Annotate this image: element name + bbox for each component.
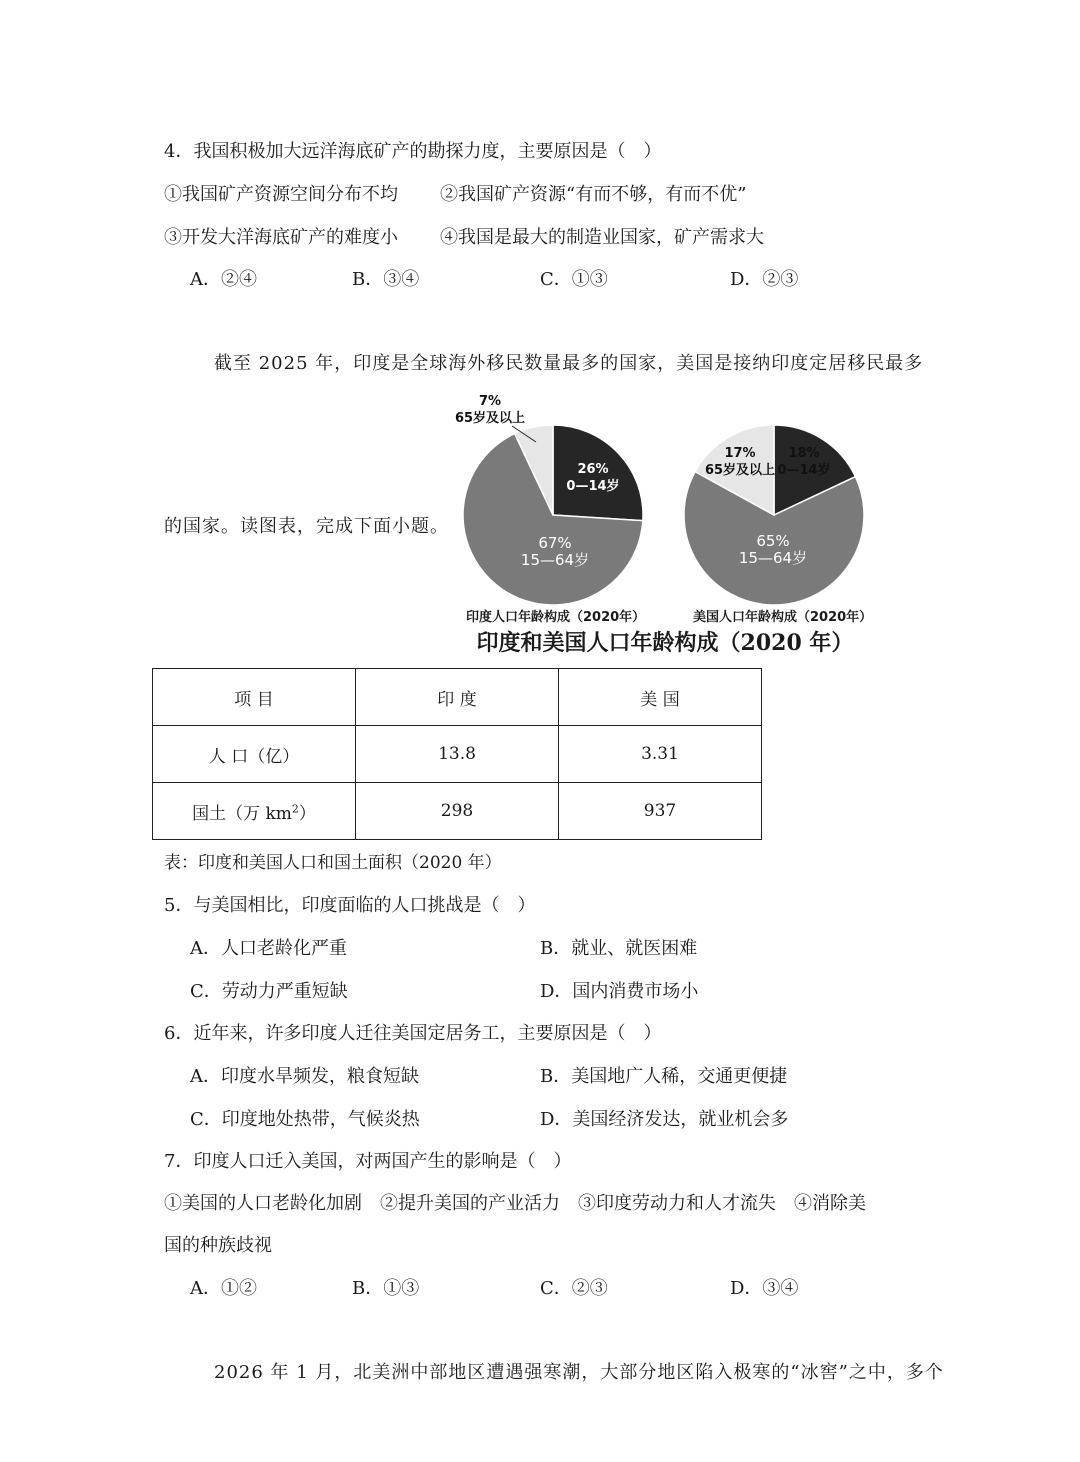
table-row	[153, 726, 762, 783]
area-label-text: 国土（万 km	[192, 803, 292, 824]
q6-option-d: D．美国经济发达，就业机会多	[540, 1109, 789, 1130]
q7-option-a: A．①②	[190, 1278, 257, 1299]
q7-statements-line-2: 国的种族歧视	[164, 1235, 272, 1256]
q5-stem: 5．与美国相比，印度面临的人口挑战是（ ）	[164, 895, 536, 916]
usa-label-pct-0: 18%	[788, 446, 820, 461]
figure-title: 印度和美国人口年龄构成（2020 年）	[476, 630, 854, 656]
table-row-label-area	[153, 783, 356, 840]
q6-option-a: A．印度水旱频发，粮食短缺	[190, 1066, 419, 1087]
passage-line-2: 的国家。读图表，完成下面小题。	[164, 516, 449, 537]
q6-option-b: B．美国地广人稀，交通更便捷	[540, 1066, 788, 1087]
usa-label-pct-1: 65%	[756, 532, 790, 550]
table-row-label-population: 人 口（亿）	[153, 726, 356, 783]
pie-charts	[440, 390, 880, 630]
pie-india	[455, 394, 643, 605]
q4-option-c: C．①③	[540, 269, 608, 290]
q6-option-c: C．印度地处热带，气候炎热	[190, 1109, 420, 1130]
q4-option-a: A．②④	[190, 269, 257, 290]
q4-option-b: B．③④	[352, 269, 420, 290]
area-label-sup: 2	[291, 801, 299, 815]
area-label-close: ）	[298, 803, 316, 824]
passage-line-1: 截至 2025 年，印度是全球海外移民数量最多的国家，美国是接纳印度定居移民最多	[214, 353, 924, 374]
table-caption: 表：印度和美国人口和国土面积（2020 年）	[164, 853, 502, 873]
table-cell-india-population: 13.8	[356, 726, 559, 783]
india-pie-caption: 印度人口年龄构成（2020年）	[466, 610, 646, 625]
q4-stem: 4．我国积极加大远洋海底矿产的勘探力度，主要原因是（ ）	[164, 141, 662, 162]
q7-statements-line-1: ①美国的人口老龄化加剧 ②提升美国的产业活力 ③印度劳动力和人才流失 ④消除美	[164, 1193, 866, 1214]
table-header-usa: 美 国	[559, 669, 762, 726]
table-header-item: 项 目	[153, 669, 356, 726]
india-label-name-2: 65岁及以上	[454, 411, 526, 426]
q7-option-b: B．①③	[352, 1278, 420, 1299]
q7-option-c: C．②③	[540, 1278, 608, 1299]
table-cell-usa-area: 937	[559, 783, 762, 840]
india-label-pct-2: 7%	[478, 394, 502, 409]
usa-label-name-0: 0—14岁	[777, 463, 831, 478]
usa-label-name-1: 15—64岁	[738, 549, 808, 567]
population-area-table	[152, 668, 762, 840]
q6-stem: 6．近年来，许多印度人迁往美国定居务工，主要原因是（ ）	[164, 1023, 662, 1044]
q4-option-d: D．②③	[730, 269, 799, 290]
india-label-name-0: 0—14岁	[566, 479, 620, 494]
q5-option-a: A．人口老龄化严重	[190, 938, 347, 959]
india-label-pct-0: 26%	[577, 462, 609, 477]
table-header-row	[153, 669, 762, 726]
next-passage-line: 2026 年 1 月，北美洲中部地区遭遇强寒潮，大部分地区陷入极寒的“冰窖”之中，多个	[214, 1362, 944, 1383]
india-label-pct-1: 67%	[538, 534, 572, 552]
q5-option-d: D．国内消费市场小	[540, 981, 699, 1002]
india-label-name-1: 15—64岁	[520, 551, 590, 569]
usa-label-name-2: 65岁及以上	[704, 463, 776, 478]
usa-label-pct-2: 17%	[724, 446, 756, 461]
q4-statement-2: ②我国矿产资源“有而不够，有而不优”	[440, 184, 747, 205]
table-cell-india-area: 298	[356, 783, 559, 840]
pie-usa	[684, 425, 864, 605]
table-row	[153, 783, 762, 840]
q4-statement-3: ③开发大洋海底矿产的难度小	[164, 227, 398, 248]
q7-stem: 7．印度人口迁入美国，对两国产生的影响是（ ）	[164, 1151, 572, 1172]
table-cell-usa-population: 3.31	[559, 726, 762, 783]
q5-option-b: B．就业、就医困难	[540, 938, 698, 959]
q4-statement-1: ①我国矿产资源空间分布不均	[164, 184, 398, 205]
q4-statement-4: ④我国是最大的制造业国家，矿产需求大	[440, 227, 764, 248]
q7-option-d: D．③④	[730, 1278, 799, 1299]
q5-option-c: C．劳动力严重短缺	[190, 981, 348, 1002]
usa-pie-caption: 美国人口年龄构成（2020年）	[693, 610, 873, 625]
table-header-india: 印 度	[356, 669, 559, 726]
